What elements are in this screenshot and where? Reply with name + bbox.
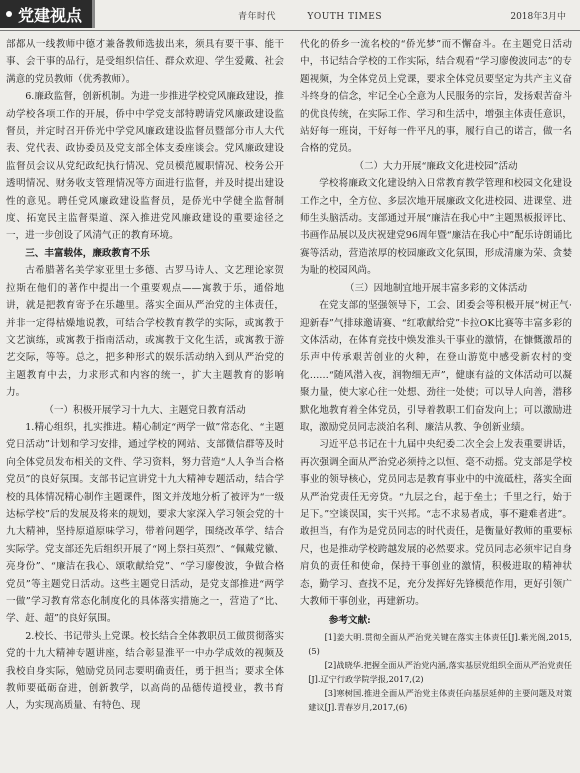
paragraph: 在党支部的坚强领导下，工会、团委会等积极开展“树正气·迎新春”气排球邀请赛、“红歌献给党”卡拉OK比赛等丰富多彩的文体活动，在体育竞技中焕发淮头干事业的激情，在慷慨激昂的乐声中传承艰苦创业的火种，在登山游览中感受新农村的变化……“随风潜入夜，润物细无声”，健康有益的文体活动可以凝聚力量，使大家心往一处想、劲往一处使；可以导人向善，潜移默化地教育着全体党员，引导着教职工们奋发向上；可以激励进取，激励党员同志淡泊名利、廉洁从教、争创新业绩。 — [300, 300, 572, 433]
section-title: 党建视点 — [18, 5, 83, 25]
paragraph: 6.廉政监督，创新机制。为进一步推进学校党风廉政建设，推动学校各项工作的开展，侨中中学党支部特聘请党风廉政建设监督员，并定时召开侨光中学党风廉政建设监督员暨部分市人大代表、党代表、政协委员及党支部全体支委座谈会。党风廉政建设监督员会议从党纪政纪执行情况、党员模范履职情况、校务公开透明情况、财务收支管理情况等方面进行监督，并及时提出建设性的意见。聘任党风廉政建设监督员，是侨光中学健全监督制度、拓宽民主监督渠道、深入推进党风廉政建设的重要途径之一，进一步创设了风清气正的教育环境。 — [6, 91, 284, 242]
issue-date: 2018年3月中 — [510, 12, 566, 22]
page-header — [0, 0, 580, 31]
paragraph: 古希腊著名美学家亚里士多德、古罗马诗人、文艺理论家贺拉斯在他们的著作中提出一个重要观点——寓教于乐，通俗地讲，就是把教育寄予在乐趣里。落实全面从严治党的主体责任，并非一定得枯燥地说教，可结合学校教育教学的实际，或寓教于文艺演练，或寓教于指南活动，或寓教于文化生活，或寓教于游艺交际，等等。总之，把多种形式的娱乐活动纳入到从严治党的主题教育中去，力求形式和内容的统一，扩大主题教育的影响力。 — [6, 265, 284, 399]
paragraph: 代化的侨乡一流名校的“侨光梦”而不懈奋斗。在主题党日活动中，书记结合学校的工作实际，结合观看“学习廖俊波同志”的专题视频，为全体党员上党课，要求全体党员要坚定为共产主义奋斗终身的信念，牢记全心全意为人民服务的宗旨，发扬艰苦奋斗的优良传统，在实际工作、学习和生活中，增强主体责任意识，站好每一班岗，干好每一件平凡的事，履行自己的诺言，做一名合格的党员。 — [300, 39, 572, 155]
bullet-icon — [6, 11, 12, 17]
paragraph: 学校将廉政文化建设纳入日常教育教学管理和校园文化建设工作之中，全方位、多层次地开展廉政文化进校园、进课堂、进师生头脑活动。支部通过开展“廉洁在我心中”主题黑板报评比、书画作品展以及庆祝建党96周年暨“廉洁在我心中”配乐诗朗诵比赛等活动，营造浓厚的校园廉政文化氛围，形成清廉为荣、贪婪为耻的校园风尚。 — [300, 178, 572, 277]
magazine-name-en: YOUTH TIMES — [307, 12, 383, 22]
reference-item: [1]姜大明.贯彻全面从严治党关键在落实主体责任[J].紫光阁,2015,(5) — [308, 631, 572, 656]
paragraph: 2.校长、书记带头上党课。校长结合全体教职员工做贯彻落实党的十九大精神专题讲座，结合彰显淮平一中办学成效的视频及我校自身实际，勉励党员同志要明确责任，勇于担当；要求全体教师要砥砺奋进，创新教学，以高尚的品德传道授业，教书育人，为实现高质量、有特色、现 — [6, 630, 284, 712]
subsection-heading: （三）因地制宜地开展丰富多彩的文体活动 — [344, 282, 528, 294]
paragraph: 1.精心组织，扎实推进。精心制定“两学一做”常态化、“主题党日活动”计划和学习安排，通过学校的网站、支部微信群等及时向全体党员发布相关的文件、学习资料，努力营造“人人争当合格党员”的良好氛围。支部书记宣讲党十九大精神专题活动，结合学校的具体情况精心制作主题课件，图文并茂地分析了被评为“一级达标学校”后的发展及将来的规划，要求大家深入学习领会党的十九大精神，坚持原道原味学习，带着问题学，围绕改革学、结合实际学。党支部还先后组织开展了“网上祭扫英烈”、“佩戴党徽、亮身份”、“廉洁在我心、颂歌献给党”、“学习廖俊波，争做合格党员”等主题党日活动。这些主题党日活动，是党支部推进“两学一做”学习教育常态化制度化的具体落实措施之一，营造了“比、学、赶、超”的良好氛围。 — [6, 421, 284, 625]
section-label — [0, 0, 95, 28]
subsection-heading: （一）积极开展学习十九大、主题党日教育活动 — [44, 404, 246, 416]
left-column — [6, 36, 284, 715]
paragraph: 习近平总书记在十九届中央纪委二次全会上发表重要讲话，再次强调全面从严治党必须持之以恒、毫不动摇。党支部是学校事业的领导核心，党员同志是教育事业中的中流砥柱，落实全面从严治党责任无旁贷。“九层之台，起于垒土；千里之行，始于足下。”空谈误国，实干兴邦。“志不求易者成，事不避难者进”。敢担当，有作为是党员同志的时代责任，是衡量好教师的重要标尺，也是推动学校跨越发展的必然要求。党员同志必须牢记自身肩负的责任和使命，保持干事创业的激情，积极进取的精神状态，勤学习、查找不足，充分发挥好先锋模范作用，更好引领广大教师干事创业，再建新功。 — [300, 439, 572, 607]
section-heading: 三、丰富载体，廉政教育不乐 — [25, 247, 150, 259]
reference-item: [3]寒树国.推进全面从严治党主体责任向基层延伸的主要问题及对策建议[J].青春岁月,2017,(6) — [308, 687, 572, 712]
references-title: 参考文献: — [328, 615, 371, 627]
subsection-heading: （二）大力开展“廉政文化进校园”活动 — [354, 160, 518, 172]
right-column — [300, 36, 572, 714]
paragraph: 部都从一线教师中德才兼备教师选拔出来，须具有要干事、能干事、会干事的品行，是受组织信任、群众欢迎、学生爱戴、社会满意的党员教师（优秀教师）。 — [6, 39, 284, 85]
magazine-name-cn: 青年时代 — [238, 12, 277, 22]
magazine-name — [238, 9, 410, 22]
reference-item: [2]战晓华.把握全面从严治党内涵,落实基层党组织全面从严治党责任[J].辽宁行政学院学报,2017,(2) — [308, 659, 572, 684]
